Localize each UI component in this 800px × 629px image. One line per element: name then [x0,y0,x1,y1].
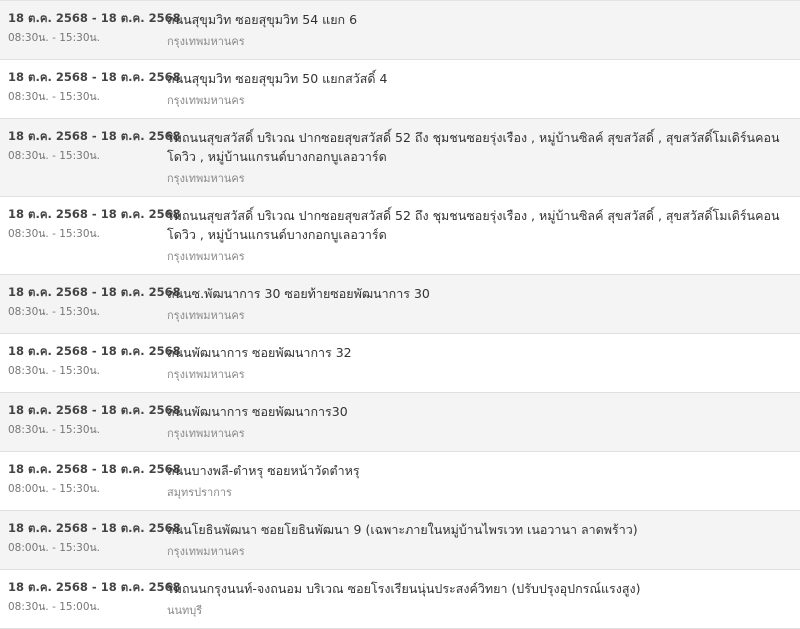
time-range-label: 08:30น. - 15:30น. [8,91,101,103]
row-detail-cell [155,60,800,118]
table-row[interactable] [0,511,800,570]
row-date-cell [0,1,181,55]
time-range-label: 08:30น. - 15:30น. [8,306,101,318]
date-range-label: 18 ต.ค. 2568 - 18 ต.ค. 2568 [8,403,181,417]
location-title: ถนนพัฒนาการ ซอยพัฒนาการ30 [167,404,348,419]
location-title: ถนนบางพลี-ตำหรุ ซอยหน้าวัดตำหรุ [167,463,360,478]
province-label: กรุงเทพมหานคร [167,35,245,48]
province-label: กรุงเทพมหานคร [167,94,245,107]
table-row[interactable] [0,197,800,275]
date-range-label: 18 ต.ค. 2568 - 18 ต.ค. 2568 [8,521,181,535]
row-detail-cell [155,452,800,510]
time-range-label: 08:30น. - 15:30น. [8,424,101,436]
table-row[interactable] [0,60,800,119]
province-label: นนทบุรี [167,604,203,617]
province-label: กรุงเทพมหานคร [167,368,245,381]
row-date-cell [0,334,181,388]
location-title: ถนนสุขุมวิท ซอยสุขุมวิท 54 แยก 6 [167,12,358,27]
table-row[interactable] [0,334,800,393]
location-title: ถนนโยธินพัฒนา ซอยโยธินพัฒนา 9 (เฉพาะภายในหมู่บ้านไพรเวท เนอวานา ลาดพร้าว) [167,522,638,537]
date-range-label: 18 ต.ค. 2568 - 18 ต.ค. 2568 [8,285,181,299]
table-row[interactable] [0,119,800,197]
province-label: กรุงเทพมหานคร [167,427,245,440]
row-detail-cell [155,1,800,59]
row-detail-cell [155,570,800,628]
row-detail-cell [155,334,800,392]
table-row[interactable] [0,570,800,629]
time-range-label: 08:00น. - 15:30น. [8,483,101,495]
row-date-cell [0,570,181,624]
location-title: ถนนซ.พัฒนาการ 30 ซอยท้ายซอยพัฒนาการ 30 [167,286,430,301]
date-range-label: 18 ต.ค. 2568 - 18 ต.ค. 2568 [8,70,181,84]
date-range-label: 18 ต.ค. 2568 - 18 ต.ค. 2568 [8,462,181,476]
row-date-cell [0,452,181,506]
row-date-cell [0,119,181,173]
date-range-label: 18 ต.ค. 2568 - 18 ต.ค. 2568 [8,580,181,594]
row-date-cell [0,393,181,447]
date-range-label: 18 ต.ค. 2568 - 18 ต.ค. 2568 [8,344,181,358]
row-detail-cell [155,197,800,274]
row-date-cell [0,275,181,329]
province-label: กรุงเทพมหานคร [167,250,245,263]
location-title: ถนนสุขุมวิท ซอยสุขุมวิท 50 แยกสวัสดิ์ 4 [167,71,388,86]
time-range-label: 08:30น. - 15:30น. [8,365,101,377]
location-title: ริมถนนสุขสวัสดิ์ บริเวณ ปากซอยสุขสวัสดิ์ 52 ถึง ชุมชนซอยรุ่งเรือง , หมู่บ้านซิลค์ สุขสวัสดิ์ , สุขสวัสดิ์โมเดิร์นคอนโดวิว , หมู่บ้านแกรนด์บางกอกบูเลอวาร์ด [167,130,780,164]
row-detail-cell [155,275,800,333]
time-range-label: 08:00น. - 15:30น. [8,542,101,554]
province-label: กรุงเทพมหานคร [167,172,245,185]
location-title: ถนนพัฒนาการ ซอยพัฒนาการ 32 [167,345,352,360]
time-range-label: 08:30น. - 15:30น. [8,150,101,162]
table-row[interactable] [0,1,800,60]
time-range-label: 08:30น. - 15:30น. [8,228,101,240]
row-detail-cell [155,511,800,569]
table-row[interactable] [0,393,800,452]
row-date-cell [0,197,181,251]
time-range-label: 08:30น. - 15:30น. [8,32,101,44]
province-label: สมุทรปราการ [167,486,232,499]
row-detail-cell [155,119,800,196]
row-date-cell [0,511,181,565]
row-detail-cell [155,393,800,451]
date-range-label: 18 ต.ค. 2568 - 18 ต.ค. 2568 [8,207,181,221]
date-range-label: 18 ต.ค. 2568 - 18 ต.ค. 2568 [8,11,181,25]
province-label: กรุงเทพมหานคร [167,545,245,558]
province-label: กรุงเทพมหานคร [167,309,245,322]
date-range-label: 18 ต.ค. 2568 - 18 ต.ค. 2568 [8,129,181,143]
time-range-label: 08:30น. - 15:00น. [8,601,101,613]
location-title: ริมถนนสุขสวัสดิ์ บริเวณ ปากซอยสุขสวัสดิ์ 52 ถึง ชุมชนซอยรุ่งเรือง , หมู่บ้านซิลค์ สุขสวัสดิ์ , สุขสวัสดิ์โมเดิร์นคอนโดวิว , หมู่บ้านแกรนด์บางกอกบูเลอวาร์ด [167,208,780,242]
row-date-cell [0,60,181,114]
table-row[interactable] [0,452,800,511]
table-row[interactable] [0,275,800,334]
location-title: ริมถนนกรุงนนท์-จงถนอม บริเวณ ซอยโรงเรียนนุ่นประสงค์วิทยา (ปรับปรุงอุปกรณ์แรงสูง) [167,581,641,596]
